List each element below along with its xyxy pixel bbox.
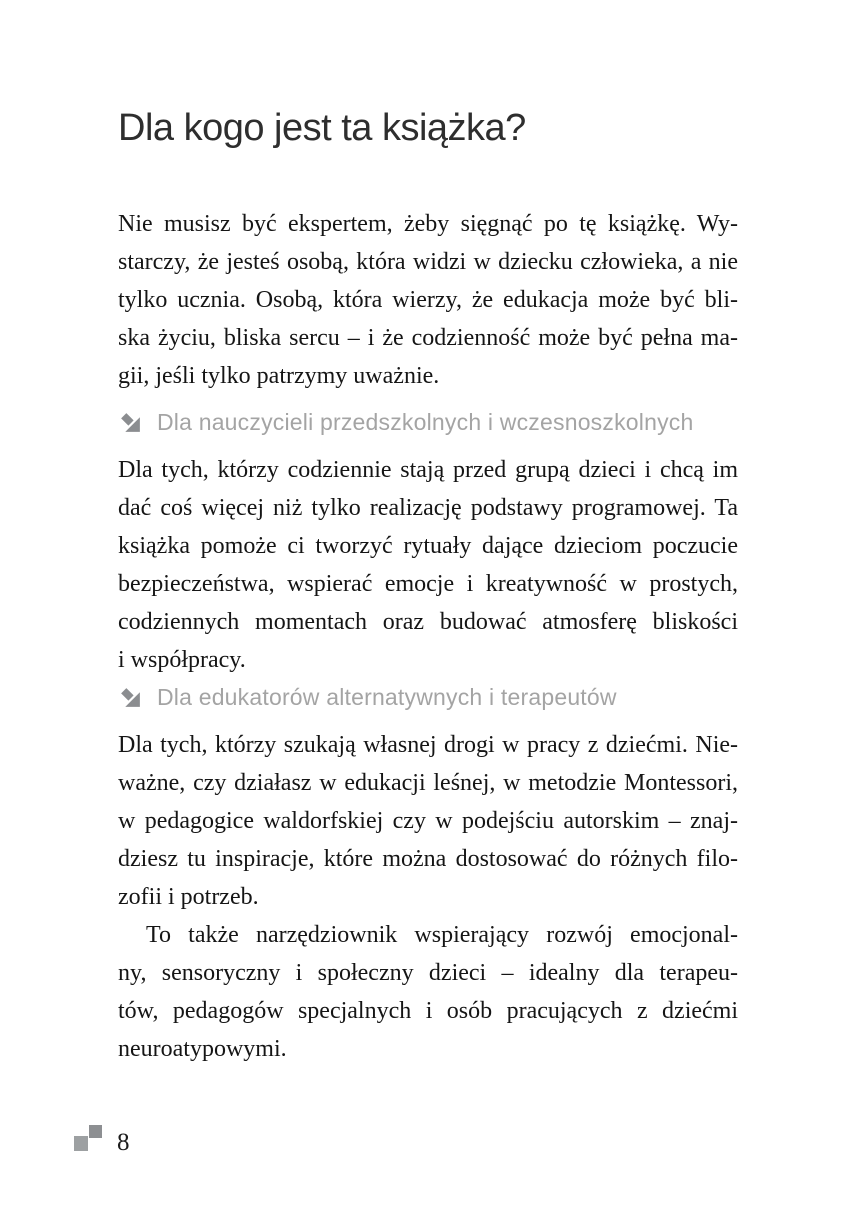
paragraph-line: i współpracy. [118, 647, 246, 673]
section-heading-label: Dla nauczycieli przedszkolnych i wczesnoszkolnych [157, 408, 694, 435]
page-ornament-icon [74, 1125, 104, 1153]
paragraph-line: bezpieczeństwa, wspierać emocje i kreatywność w prostych, [118, 571, 738, 597]
paragraph-line: w pedagogice waldorfskiej czy w podejściu autorskim – znaj- [118, 808, 738, 834]
arrow-down-right-icon [118, 410, 143, 435]
paragraph-line: neuroatypowymi. [118, 1036, 287, 1062]
section-heading-label: Dla edukatorów alternatywnych i terapeutów [157, 683, 617, 710]
paragraph-line: Dla tych, którzy codziennie stają przed grupą dzieci i chcą im [118, 457, 738, 483]
ornament-square-top-right [89, 1125, 102, 1138]
arrow-down-right-icon [118, 685, 143, 710]
paragraph-line: tów, pedagogów specjalnych i osób pracujących z dziećmi [118, 998, 738, 1024]
paragraph-line: dać coś więcej niż tylko realizację podstawy programowej. Ta [118, 495, 738, 521]
paragraph-line: Dla tych, którzy szukają własnej drogi w pracy z dziećmi. Nie- [118, 732, 738, 758]
page-content [118, 0, 738, 1068]
paragraph-line: To także narzędziownik wspierający rozwój emocjonal- [146, 922, 738, 948]
section-heading-teachers [118, 407, 738, 437]
paragraph-line: zofii i potrzeb. [118, 884, 259, 910]
paragraph-line: książka pomoże ci tworzyć rytuały dające dzieciom poczucie [118, 533, 738, 559]
paragraph-line: starczy, że jesteś osobą, która widzi w dziecku człowieka, a nie [118, 249, 738, 275]
paragraph-line: codziennych momentach oraz budować atmosferę bliskości [118, 609, 738, 635]
paragraph-line: ska życiu, bliska sercu – i że codzienność może być pełna ma- [118, 325, 738, 351]
paragraph-line: Nie musisz być ekspertem, żeby sięgnąć po tę książkę. Wy- [118, 211, 738, 237]
body-paragraph [118, 726, 738, 916]
paragraph-line: ny, sensoryczny i społeczny dzieci – idealny dla terapeu- [118, 960, 738, 986]
paragraph-line: tylko ucznia. Osobą, która wierzy, że edukacja może być bli- [118, 287, 738, 313]
paragraph-line: ważne, czy działasz w edukacji leśnej, w metodzie Montessori, [118, 770, 738, 796]
page-title: Dla kogo jest ta książka? [118, 107, 526, 149]
ornament-square-bottom-left [74, 1136, 88, 1151]
body-paragraph [118, 916, 738, 1068]
intro-paragraph [118, 205, 738, 395]
paragraph-line: dziesz tu inspiracje, które można dostosować do różnych filo- [118, 846, 738, 872]
body-paragraph [118, 451, 738, 679]
paragraph-line: gii, jeśli tylko patrzymy uważnie. [118, 363, 440, 389]
page-number: 8 [117, 1129, 130, 1156]
section-heading-educators [118, 682, 738, 712]
